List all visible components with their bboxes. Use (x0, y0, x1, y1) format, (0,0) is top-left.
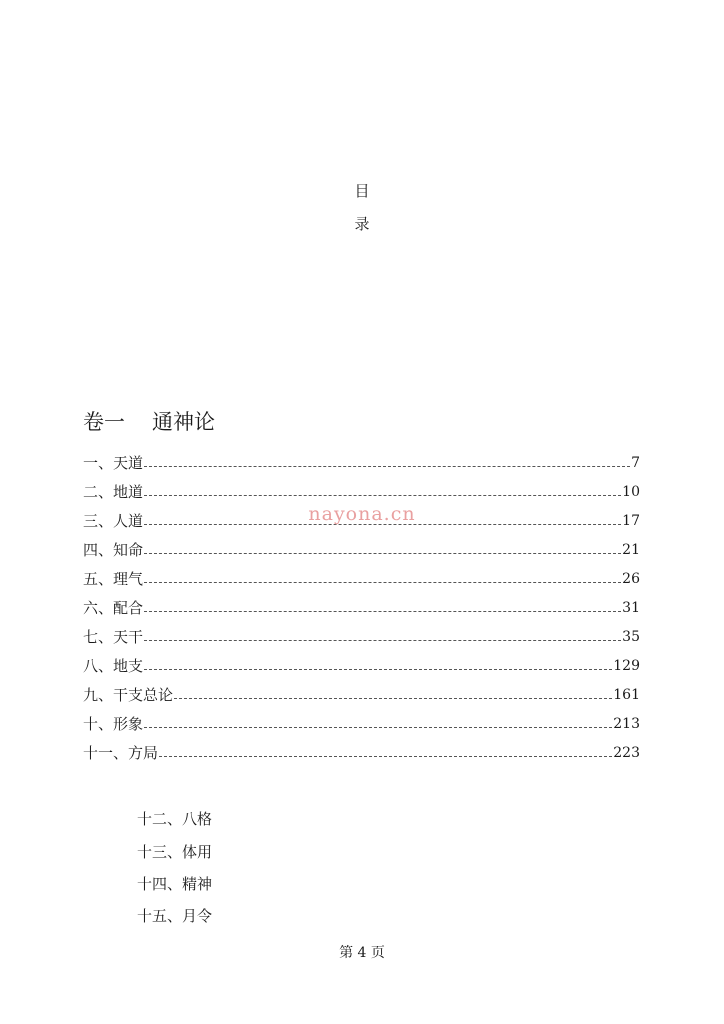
toc-entry-page: 17 (622, 513, 640, 529)
toc-entry-title: 方局 (128, 744, 159, 762)
toc-entry-number: 一、 (83, 454, 114, 472)
list-item: 十四、精神 (137, 875, 213, 893)
toc-leader-line (144, 611, 621, 612)
volume-title (83, 408, 215, 436)
toc-entry-page: 21 (622, 542, 640, 558)
toc-entry-number: 十一、 (83, 744, 129, 762)
toc-entry (83, 595, 640, 617)
toc-entry-title: 天干 (113, 628, 144, 646)
heading-char-mu: 目 (354, 182, 370, 200)
volume-label: 卷一 (83, 410, 125, 434)
watermark-text: nayona.cn (308, 503, 416, 525)
toc-entry (83, 450, 640, 472)
heading-char-lu: 录 (354, 215, 370, 233)
toc-entry-number: 六、 (83, 599, 114, 617)
toc-entry (83, 711, 640, 733)
toc-entry-title: 地道 (113, 483, 144, 501)
toc-leader-line (144, 640, 621, 641)
toc-entry-number: 九、 (83, 686, 114, 704)
toc-entry-page: 161 (613, 687, 640, 703)
toc-entry-title: 干支总论 (113, 686, 174, 704)
toc-entry-number: 五、 (83, 570, 114, 588)
volume-name: 通神论 (152, 410, 215, 434)
toc-entry-page: 213 (613, 716, 640, 732)
list-item: 十五、月令 (137, 907, 213, 925)
toc-entry (83, 566, 640, 588)
toc-entry-page: 35 (622, 629, 640, 645)
toc-leader-line (144, 553, 621, 554)
toc-leader-line (174, 698, 612, 699)
list-item: 十三、体用 (137, 843, 213, 861)
toc-entry-title: 形象 (113, 715, 144, 733)
toc-entry (83, 624, 640, 646)
toc-entry-title: 知命 (113, 541, 144, 559)
toc-entry-page: 26 (622, 571, 640, 587)
toc-entry-number: 二、 (83, 483, 114, 501)
toc-entry-title: 人道 (113, 512, 144, 530)
toc-entry-title: 地支 (113, 657, 144, 675)
toc-entry-title: 理气 (113, 570, 144, 588)
toc-leader-line (144, 727, 612, 728)
toc-entry-page: 31 (622, 600, 640, 616)
toc-entry-number: 七、 (83, 628, 114, 646)
toc-entry-number: 三、 (83, 512, 114, 530)
toc-entry-number: 四、 (83, 541, 114, 559)
toc-entry (83, 537, 640, 559)
toc-entry (83, 682, 640, 704)
toc-leader-line (144, 466, 630, 467)
toc-leader-line (144, 495, 621, 496)
toc-entry (83, 479, 640, 501)
toc-leader-line (159, 756, 612, 757)
page-number: 第 4 页 (339, 945, 385, 961)
toc-entry-page: 223 (613, 745, 640, 761)
toc-entry-number: 八、 (83, 657, 114, 675)
toc-entry (83, 653, 640, 675)
toc-entry-number: 十、 (83, 715, 114, 733)
toc-entry (83, 740, 640, 762)
toc-entry-title: 配合 (113, 599, 144, 617)
toc-entry-page: 129 (613, 658, 640, 674)
toc-leader-line (144, 582, 621, 583)
toc-entry-page: 7 (631, 455, 640, 471)
toc-leader-line (144, 669, 612, 670)
toc-entry-page: 10 (622, 484, 640, 500)
toc-entry-title: 天道 (113, 454, 144, 472)
list-item: 十二、八格 (137, 810, 213, 828)
